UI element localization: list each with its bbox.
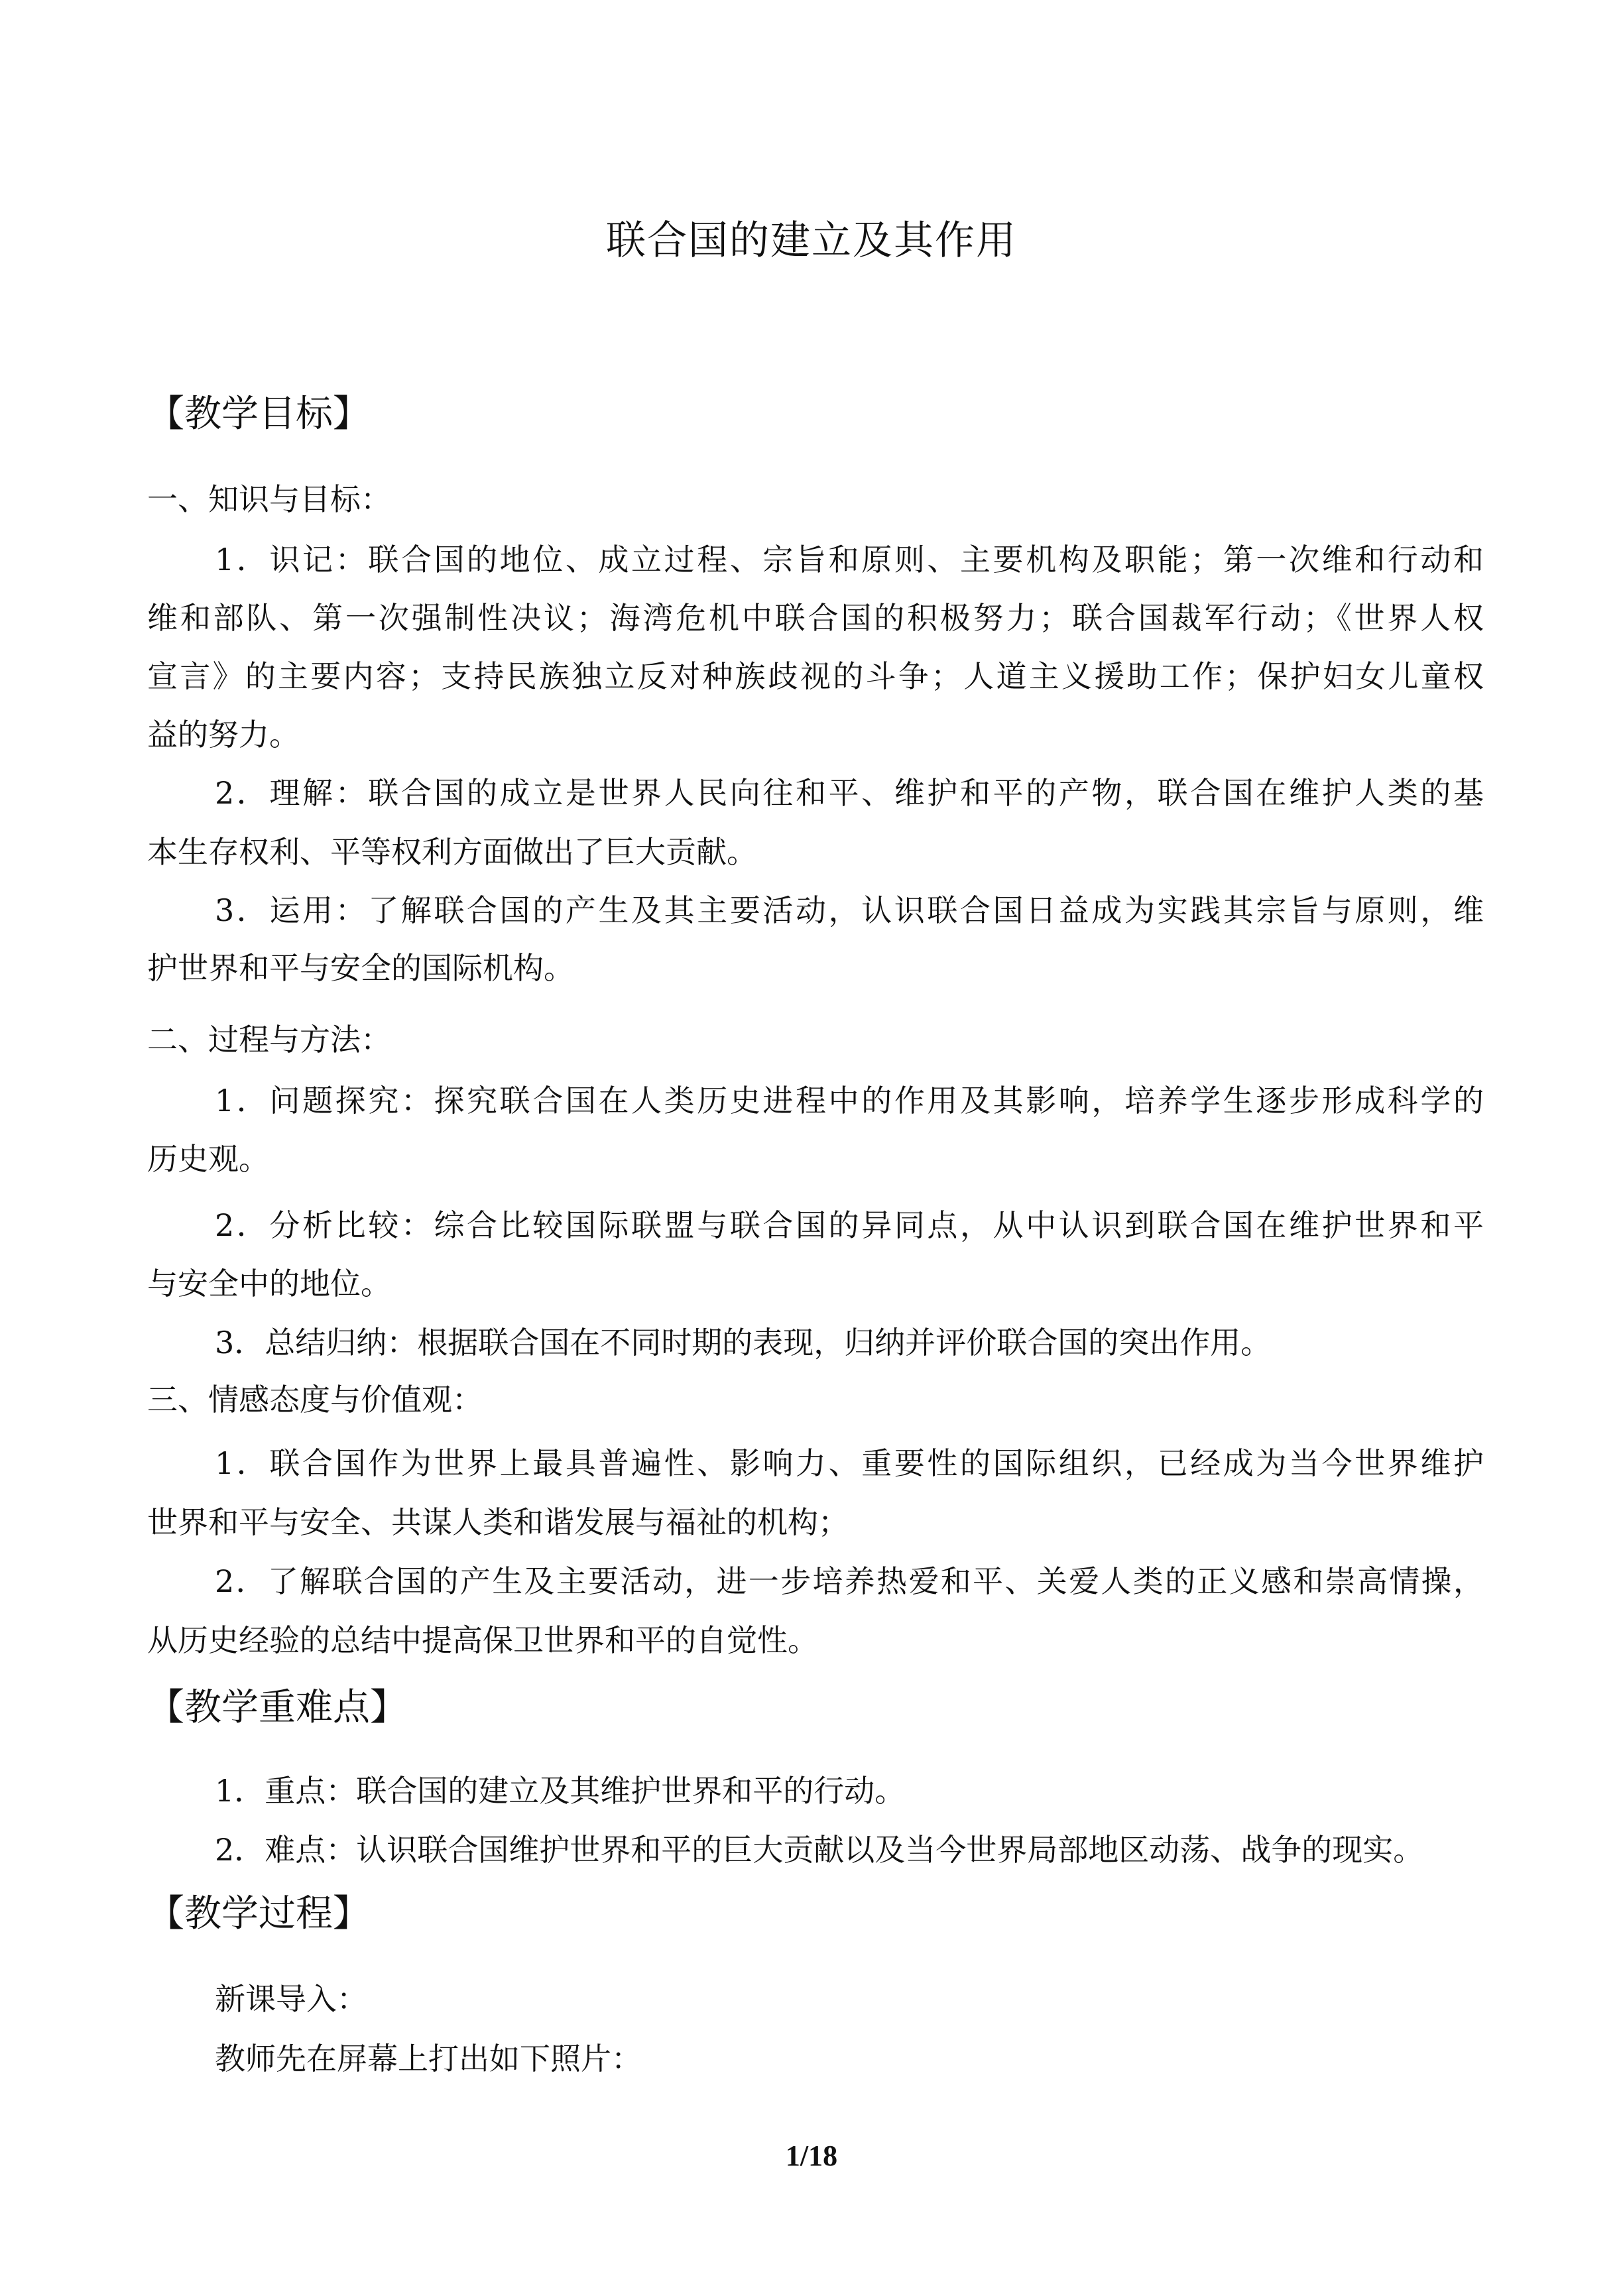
heading-key-difficult-points: 【教学重难点】: [147, 1686, 407, 1729]
paragraph-line: 3．运用：了解联合国的产生及其主要活动，认识联合国日益成为实践其宗旨与原则，维: [215, 892, 1484, 928]
paragraph-line: 1．识记：联合国的地位、成立过程、宗旨和原则、主要机构及职能；第一次维和行动和: [215, 542, 1484, 577]
paragraph-line: 2．了解联合国的产生及主要活动，进一步培养热爱和平、关爱人类的正义感和崇高情操，: [215, 1563, 1484, 1599]
document-title: 联合国的建立及其作用: [606, 217, 1017, 264]
paragraph-line: 与安全中的地位。: [147, 1266, 391, 1301]
paragraph-line: 1．联合国作为世界上最具普遍性、影响力、重要性的国际组织，已经成为当今世界维护: [215, 1445, 1484, 1481]
paragraph-line: 3．总结归纳：根据联合国在不同时期的表现，归纳并评价联合国的突出作用。: [215, 1325, 1272, 1360]
paragraph-line: 宣言》的主要内容；支持民族独立反对种族歧视的斗争；人道主义援助工作；保护妇女儿童权: [147, 658, 1484, 694]
paragraph-line: 世界和平与安全、共谋人类和谐发展与福祉的机构；: [147, 1504, 849, 1540]
paragraph-line: 历史观。: [147, 1141, 269, 1177]
page-number: 1/18: [785, 2140, 838, 2172]
paragraph-line: 从历史经验的总结中提高保卫世界和平的自觉性。: [147, 1622, 818, 1658]
heading-knowledge-goals: 一、知识与目标：: [147, 481, 391, 517]
paragraph-line: 2．理解：联合国的成立是世界人民向往和平、维护和平的产物，联合国在维护人类的基: [215, 775, 1484, 811]
paragraph-line: 2．难点：认识联合国维护世界和平的巨大贡献以及当今世界局部地区动荡、战争的现实。: [215, 1832, 1424, 1868]
paragraph-line: 1．重点：联合国的建立及其维护世界和平的行动。: [215, 1773, 906, 1809]
paragraph-line: 益的努力。: [147, 717, 300, 753]
paragraph-line: 新课导入：: [215, 1981, 367, 2017]
heading-teaching-process: 【教学过程】: [147, 1892, 370, 1935]
heading-teaching-goals: 【教学目标】: [147, 393, 370, 436]
heading-values: 三、情感态度与价值观：: [147, 1382, 483, 1418]
heading-process-methods: 二、过程与方法：: [147, 1022, 391, 1057]
paragraph-line: 教师先在屏幕上打出如下照片：: [215, 2041, 642, 2077]
paragraph-line: 维和部队、第一次强制性决议；海湾危机中联合国的积极努力；联合国裁军行动；《世界人权: [147, 600, 1484, 636]
paragraph-line: 护世界和平与安全的国际机构。: [147, 950, 574, 986]
paragraph-line: 2．分析比较：综合比较国际联盟与联合国的异同点，从中认识到联合国在维护世界和平: [215, 1207, 1484, 1243]
paragraph-line: 1．问题探究：探究联合国在人类历史进程中的作用及其影响，培养学生逐步形成科学的: [215, 1083, 1484, 1118]
paragraph-line: 本生存权利、平等权利方面做出了巨大贡献。: [147, 834, 757, 870]
